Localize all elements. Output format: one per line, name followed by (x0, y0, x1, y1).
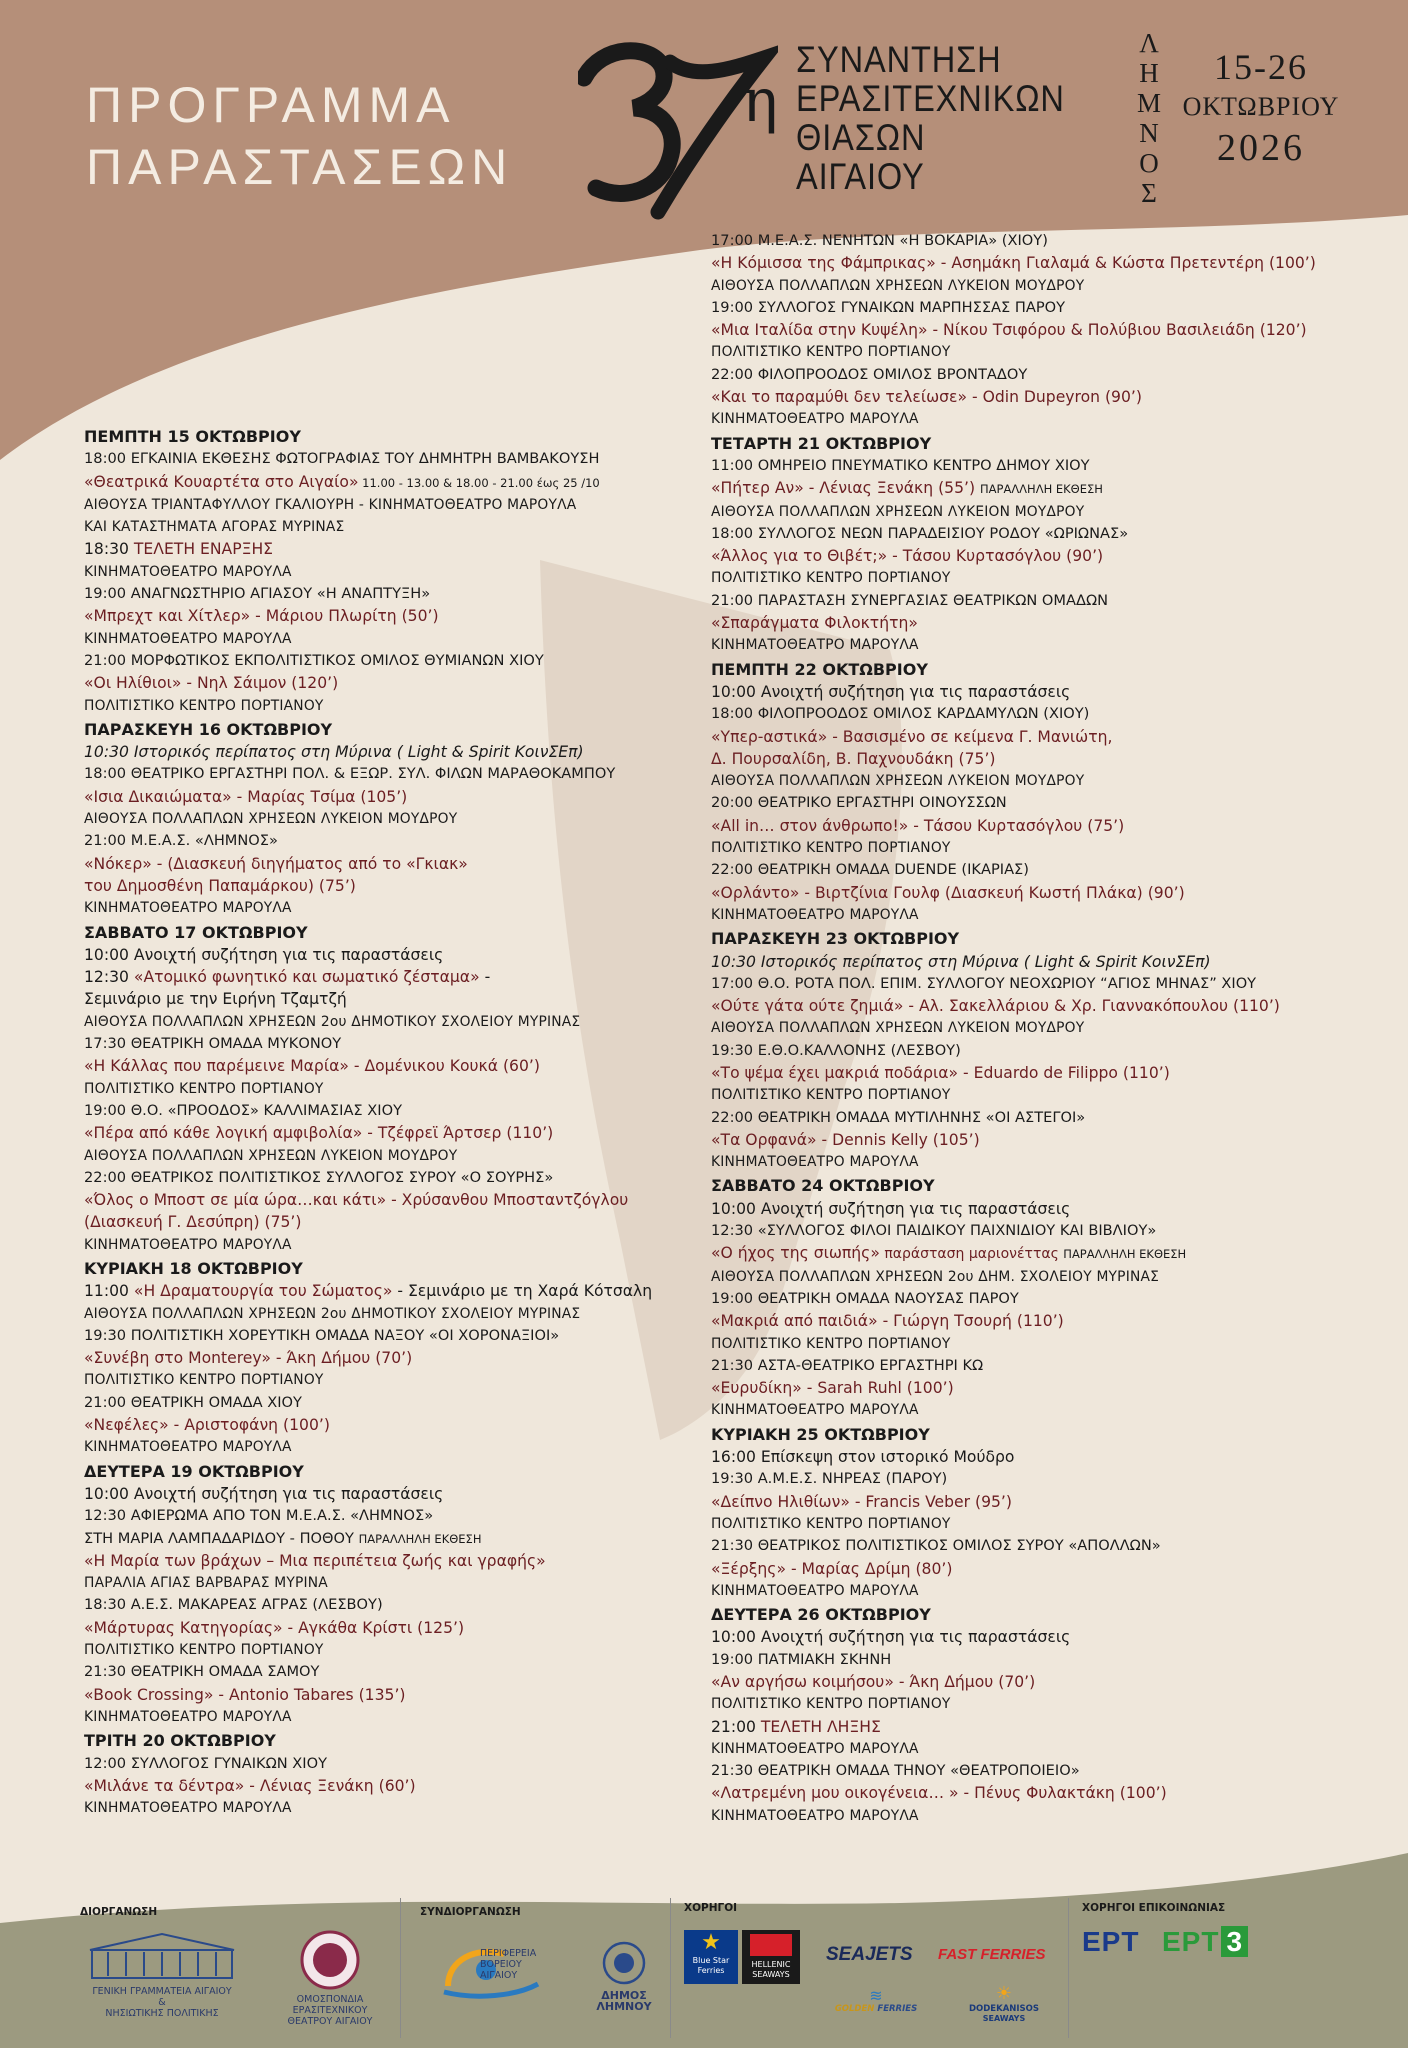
event-venue: ΚΙΝΗΜΑΤΟΘΕΑΤΡΟ ΜΑΡΟΥΛΑ (84, 900, 292, 917)
ert3-logo (1162, 1926, 1248, 1958)
show-author: - Μάριου Πλωρίτη (50’) (250, 607, 439, 626)
show-author: - Antonio Tabares (135’) (213, 1685, 406, 1704)
show-title: «Η Μαρία των βράχων – Μια περιπέτεια ζωής και γραφής» (84, 1551, 546, 1570)
seminar-author: - Σεμινάριο με τη Χαρά Κότσαλη (392, 1282, 653, 1301)
show-title: «Όλος ο Μποστ σε μία ώρα…και κάτι» (84, 1191, 387, 1210)
event-venue: ΚΙΝΗΜΑΤΟΘΕΑΤΡΟ ΜΑΡΟΥΛΑ (711, 1402, 919, 1419)
event-organizer: 18:00 ΣΥΛΛΟΓΟΣ ΝΕΩΝ ΠΑΡΑΔΕΙΣΙΟΥ ΡΟΔΟΥ «ΩΡΙΩΝΑΣ» (711, 524, 1129, 542)
event-title-line (711, 252, 1341, 274)
event-title-line (84, 786, 684, 808)
event-organizer: 22:00 ΘΕΑΤΡΙΚΗ ΟΜΑΔΑ DUENDE (ΙΚΑΡΙΑΣ) (711, 861, 1029, 879)
event-organizer: 19:00 ΣΥΛΛΟΓΟΣ ΓΥΝΑΙΚΩΝ ΜΑΡΠΗΣΣΑΣ ΠΑΡΟΥ (711, 298, 1066, 316)
place-letter: Η (1139, 58, 1159, 88)
sponsors-label: ΧΟΡΗΓΟΙ (684, 1902, 738, 1914)
event-venue: ΠΟΛΙΤΙΣΤΙΚΟ ΚΕΝΤΡΟ ΠΟΡΤΙΑΝΟΥ (84, 697, 324, 714)
event-venue: ΚΙΝΗΜΑΤΟΘΕΑΤΡΟ ΜΑΡΟΥΛΑ (84, 1800, 292, 1817)
show-author: - Αριστοφάνη (100’) (168, 1416, 330, 1435)
event-venue: ΠΟΛΙΤΙΣΤΙΚΟ ΚΕΝΤΡΟ ΠΟΡΤΙΑΝΟΥ (711, 840, 951, 857)
day-heading: ΔΕΥΤΕΡΑ 19 ΟΚΤΩΒΡΙΟΥ (84, 1461, 304, 1481)
show-author: - Francis Veber (95’) (849, 1492, 1012, 1511)
event-title-line (711, 1671, 1341, 1693)
region-caption3: ΑΙΓΑΙΟΥ (480, 1970, 518, 1981)
dedication: ΣΤΗ ΜΑΡΙΑ ΛΑΜΠΑΔΑΡΙΔΟΥ - ΠΟΘΟΥ (84, 1529, 359, 1547)
schedule-right-column (711, 230, 1341, 1827)
show-title: «Book Crossing» (84, 1685, 214, 1704)
opening-ceremony: ΤΕΛΕΤΗ ΕΝΑΡΞΗΣ (133, 540, 274, 559)
show-title: «Άλλος για το Θιβέτ;» (711, 547, 888, 566)
event-title-line (711, 726, 1341, 748)
place-vertical (1134, 28, 1164, 208)
show-title: «Ορλάντο» (711, 883, 800, 902)
show-title: «Τα Ορφανά» (711, 1130, 817, 1149)
region-text (480, 1948, 536, 1981)
federation-logo (268, 1930, 392, 2027)
dodekanisos-logo (956, 1984, 1052, 2024)
golden-wave-icon: ≋ (869, 1986, 883, 2005)
event-venue: ΑΙΘΟΥΣΑ ΠΟΛΛΑΠΛΩΝ ΧΡΗΣΕΩΝ ΛΥΚΕΙΟΝ ΜΟΥΔΡΟΥ (711, 1020, 1085, 1037)
coorganization-label: ΣΥΝΔΙΟΡΓΑΝΩΣΗ (420, 1906, 521, 1918)
fastferries-logo: FAST FERRIES (938, 1946, 1046, 1963)
event-venue: ΠΟΛΙΤΙΣΤΙΚΟ ΚΕΝΤΡΟ ΠΟΡΤΙΑΝΟΥ (711, 1335, 951, 1352)
event-venue: ΠΟΛΙΤΙΣΤΙΚΟ ΚΕΝΤΡΟ ΠΟΡΤΙΑΝΟΥ (711, 344, 951, 361)
ceremony-line (711, 1716, 1341, 1738)
gen-secretariat-amp: & (158, 1997, 166, 2008)
program-title-line2: ΠΑΡΑΣΤΑΣΕΩΝ (86, 139, 514, 195)
event-title-line3: ΘΙΑΣΩΝ (796, 117, 926, 158)
event-venue: ΑΙΘΟΥΣΑ ΠΟΛΛΑΠΛΩΝ ΧΡΗΣΕΩΝ 2ου ΔΗΜΟΤΙΚΟΥ ΣΧΟΛΕΙΟΥ ΜΥΡΙΝΑΣ (84, 1013, 581, 1030)
show-author: - Άκη Δήμου (70’) (270, 1349, 413, 1368)
gen-secretariat-caption: ΓΕΝΙΚΗ ΓΡΑΜΜΑΤΕΙΑ ΑΙΓΑΙΟΥ (92, 1986, 232, 1997)
event-title-line (84, 1280, 684, 1302)
event-title-line (711, 882, 1341, 904)
show-title: «Ευρυδίκη» (711, 1379, 802, 1398)
event-venue: ΚΙΝΗΜΑΤΟΘΕΑΤΡΟ ΜΑΡΟΥΛΑ (84, 1439, 292, 1456)
event-organizer: 11:00 ΟΜΗΡΕΙΟ ΠΝΕΥΜΑΤΙΚΟ ΚΕΝΤΡΟ ΔΗΜΟΥ ΧΙΟΥ (711, 456, 1090, 474)
region-caption1: ΠΕΡΙΦΕΡΕΙΑ (480, 1948, 537, 1959)
event-organizer: 18:00 ΦΙΛΟΠΡΟΟΔΟΣ ΟΜΙΛΟΣ ΚΑΡΔΑΜΥΛΩΝ (ΧΙΟΥ) (711, 705, 1090, 723)
event-organizer: 17:00 Μ.Ε.Α.Σ. ΝΕΝΗΤΩΝ «Η ΒΟΚΑΡΙΑ» (ΧΙΟΥ) (711, 232, 1048, 249)
event-venue: ΑΙΘΟΥΣΑ ΠΟΛΛΑΠΛΩΝ ΧΡΗΣΕΩΝ ΛΥΚΕΙΟΝ ΜΟΥΔΡΟΥ (84, 1147, 458, 1164)
event-venue: ΠΟΛΙΤΙΣΤΙΚΟ ΚΕΝΤΡΟ ΠΟΡΤΙΑΝΟΥ (711, 570, 951, 587)
show-title: «Ξέρξης» (711, 1559, 786, 1578)
show-title: «Νόκερ» (84, 854, 152, 873)
day-heading: ΠΑΡΑΣΚΕΥΗ 23 ΟΚΤΩΒΡΙΟΥ (711, 929, 960, 949)
event-title-line (84, 1414, 684, 1436)
event-title-line (84, 1055, 684, 1077)
show-author: - Βασισμένο σε κείμενα Γ. Μανιώτη, (827, 727, 1113, 746)
event-venue: ΚΙΝΗΜΑΤΟΘΕΑΤΡΟ ΜΑΡΟΥΛΑ (711, 1740, 919, 1757)
region-caption2: ΒΟΡΕΙΟΥ (480, 1959, 522, 1970)
place-letter: Λ (1139, 28, 1159, 58)
event-discussion: 10:00 Ανοιχτή συζήτηση για τις παραστάσεις (711, 1199, 1071, 1218)
show-author: - Μαρίας Τσίμα (105’) (231, 787, 408, 806)
event-time: 12:30 (84, 968, 134, 987)
show-title: «Πήτερ Αν» (711, 479, 804, 498)
event-title-line (84, 471, 684, 494)
star-icon: ★ (701, 1930, 721, 1955)
show-author: - Μαρίας Δρίμη (80’) (786, 1559, 953, 1578)
show-author: - Dennis Kelly (105’) (816, 1130, 980, 1149)
show-author: του Δημοσθένη Παπαμάρκου) (75’) (84, 876, 356, 895)
seajets-logo: SEAJETS (826, 1944, 913, 1965)
event-title-line (84, 1617, 684, 1639)
ceremony-line (84, 538, 684, 560)
event-organizer: 21:30 ΘΕΑΤΡΙΚΟΣ ΠΟΛΙΤΙΣΤΙΚΟΣ ΟΜΙΛΟΣ ΣΥΡΟΥ «ΑΠΟΛΛΩΝ» (711, 1537, 1161, 1555)
comm-sponsors-label: ΧΟΡΗΓΟΙ ΕΠΙΚΟΙΝΩΝΙΑΣ (1082, 1902, 1226, 1914)
ceremony-time: 18:30 (84, 540, 134, 559)
event-organizer: 21:30 ΑΣΤΑ-ΘΕΑΤΡΙΚΟ ΕΡΓΑΣΤΗΡΙ ΚΩ (711, 1356, 984, 1374)
event-organizer: 21:00 ΜΟΡΦΩΤΙΚΟΣ ΕΚΠΟΛΙΤΙΣΤΙΚΟΣ ΟΜΙΛΟΣ ΘΥΜΙΑΝΩΝ ΧΙΟΥ (84, 651, 544, 669)
event-organizer: 12:00 ΣΥΛΛΟΓΟΣ ΓΥΝΑΙΚΩΝ ΧΙΟΥ (84, 1754, 327, 1772)
event-venue: ΠΟΛΙΤΙΣΤΙΚΟ ΚΕΝΤΡΟ ΠΟΡΤΙΑΝΟΥ (711, 1087, 951, 1104)
show-author: - Νηλ Σάιμον (120’) (181, 674, 339, 693)
event-organizer: 19:00 Θ.Ο. «ΠΡΟΟΔΟΣ» ΚΑΛΛΙΜΑΣΙΑΣ ΧΙΟΥ (84, 1101, 402, 1119)
show-title: «Ούτε γάτα ούτε ζημιά» (711, 997, 904, 1016)
show-title: «Λατρεμένη μου οικογένεια… » (711, 1784, 959, 1803)
show-author: - Τάσου Κυρτασόγλου (90’) (887, 547, 1104, 566)
schedule-left-column (84, 424, 684, 1819)
place-letter: Μ (1136, 88, 1161, 118)
show-title: «Υπερ-αστικά» (711, 727, 828, 746)
show-author: - Odin Dupeyron (90’) (967, 388, 1142, 407)
show-title: «Νεφέλες» (84, 1416, 169, 1435)
event-title-line2: ΕΡΑΣΙΤΕΧΝΙΚΩΝ (796, 78, 1065, 119)
day-heading: ΚΥΡΙΑΚΗ 18 ΟΚΤΩΒΡΙΟΥ (84, 1258, 303, 1278)
parallel-exhibition: ΠΑΡΑΛΛΗΛΗ ΕΚΘΕΣΗ (1063, 1247, 1187, 1262)
event-organizer: 22:00 ΦΙΛΟΠΡΟΟΔΟΣ ΟΜΙΛΟΣ ΒΡΟΝΤΑΔΟΥ (711, 365, 1028, 383)
show-title: «Μια Ιταλίδα στην Κυψέλη» (711, 321, 928, 340)
golden-ferries-logo (806, 1988, 946, 2014)
show-title: «Ατομικό φωνητικό και σωματικό ζέσταμα» (133, 968, 480, 987)
golden-word: GOLDEN (834, 2004, 875, 2014)
show-author: - Άκη Δήμου (70’) (893, 1673, 1036, 1691)
event-venue: ΠΟΛΙΤΙΣΤΙΚΟ ΚΕΝΤΡΟ ΠΟΡΤΙΑΝΟΥ (711, 1696, 951, 1713)
event-title-line (711, 1129, 1341, 1151)
show-author: - Δομένικου Κουκά (60’) (348, 1057, 540, 1076)
show-author: - Λένιας Ξενάκη (55’) (803, 479, 980, 498)
seminar-subtitle: Σεμινάριο με την Ειρήνη Τζαμτζή (84, 990, 347, 1009)
event-title-line (711, 1377, 1341, 1399)
event-title-line (84, 966, 684, 988)
show-author: - Ασημάκη Γιαλαμά & Κώστα Πρετεντέρη (100’) (935, 254, 1316, 273)
event-organizer: 18:00 ΘΕΑΤΡΙΚΟ ΕΡΓΑΣΤΗΡΙ ΠΟΛ. & ΕΞΩΡ. ΣΥΛ. ΦΙΛΩΝ ΜΑΡΑΘΟΚΑΜΠΟΥ (84, 765, 616, 783)
parallel-exhibition: ΠΑΡΑΛΛΗΛΗ ΕΚΘΕΣΗ (980, 482, 1103, 497)
event-organizer: 21:00 ΘΕΑΤΡΙΚΗ ΟΜΑΔΑ ΧΙΟΥ (84, 1393, 302, 1411)
show-title: «Μακριά από παιδιά» (711, 1312, 878, 1331)
event-organizer: 19:00 ΠΑΤΜΙΑΚΗ ΣΚΗΝΗ (711, 1650, 892, 1668)
event-venue: ΑΙΘΟΥΣΑ ΠΟΛΛΑΠΛΩΝ ΧΡΗΣΕΩΝ ΛΥΚΕΙΟΝ ΜΟΥΔΡΟΥ (84, 811, 458, 828)
show-title: «Ισια Δικαιώματα» (84, 787, 232, 806)
day-heading: ΤΡΙΤΗ 20 ΟΚΤΩΒΡΙΟΥ (84, 1731, 276, 1751)
municipality-seal-icon (601, 1940, 647, 1986)
event-time: 11:00 (84, 1282, 134, 1301)
event-title-line (84, 672, 684, 694)
footer-divider (670, 1898, 671, 2038)
event-venue: ΚΙΝΗΜΑΤΟΘΕΑΤΡΟ ΜΑΡΟΥΛΑ (711, 1582, 919, 1599)
ert3-text: ΕΡΤ (1162, 1926, 1220, 1957)
show-author: - Τάσου Κυρτασόγλου (75’) (908, 816, 1125, 835)
event-title-line (711, 1558, 1341, 1580)
show-author: - Γιώργη Τσουρή (110’) (877, 1312, 1064, 1331)
event-title-line (84, 1684, 684, 1706)
event-organizer: 19:00 ΑΝΑΓΝΩΣΤΗΡΙΟ ΑΓΙΑΣΟΥ «Η ΑΝΑΠΤΥΞΗ» (84, 585, 431, 603)
event-venue: ΚΙΝΗΜΑΤΟΘΕΑΤΡΟ ΜΑΡΟΥΛΑ (84, 563, 292, 580)
event-walk: 10:30 Ιστορικός περίπατος στη Μύρινα ( Light & Spirit ΚοινΣΕπ) (84, 743, 584, 762)
region-logo (424, 1940, 544, 2004)
event-title-line (84, 1122, 684, 1144)
show-author: - Eduardo de Filippo (110’) (958, 1063, 1170, 1082)
show-title: «Πέρα από κάθε λογική αμφιβολία» (84, 1124, 363, 1143)
event-venue: ΚΙΝΗΜΑΤΟΘΕΑΤΡΟ ΜΑΡΟΥΛΑ (711, 906, 919, 923)
gen-secretariat-logo (84, 1930, 240, 2019)
event-title-line (711, 1491, 1341, 1513)
place-letter: Ο (1139, 148, 1159, 178)
place-letter: Ν (1139, 118, 1159, 148)
event-venue: ΚΑΙ ΚΑΤΑΣΤΗΜΑΤΑ ΑΓΟΡΑΣ ΜΥΡΙΝΑΣ (84, 519, 345, 536)
event-venue: ΑΙΘΟΥΣΑ ΠΟΛΛΑΠΛΩΝ ΧΡΗΣΕΩΝ 2ου ΔΗΜ. ΣΧΟΛΕΙΟΥ ΜΥΡΙΝΑΣ (711, 1268, 1160, 1285)
event-title-line (84, 605, 684, 627)
show-author: Δ. Πουρσαλίδη, Β. Παχνουδάκη (75’) (711, 749, 996, 768)
show-author: - Νίκου Τσιφόρου & Πολύβιου Βασιλειάδη (120’) (927, 321, 1307, 340)
event-organizer: 21:30 ΘΕΑΤΡΙΚΗ ΟΜΑΔΑ ΤΗΝΟΥ «ΘΕΑΤΡΟΠΟΙΕΙΟ» (711, 1762, 1080, 1780)
place-letter: Σ (1141, 178, 1157, 208)
event-organizer: 18:30 Α.Ε.Σ. ΜΑΚΑΡΕΑΣ ΑΓΡΑΣ (ΛΕΣΒΟΥ) (84, 1596, 383, 1614)
event-title-line (711, 815, 1341, 837)
event-title-line (711, 1242, 1341, 1265)
event-organizer: 21:00 ΠΑΡΑΣΤΑΣΗ ΣΥΝΕΡΓΑΣΙΑΣ ΘΕΑΤΡΙΚΩΝ ΟΜΑΔΩΝ (711, 591, 1109, 609)
event-venue: ΠΟΛΙΤΙΣΤΙΚΟ ΚΕΝΤΡΟ ΠΟΡΤΙΑΝΟΥ (711, 1515, 951, 1532)
federation-emblem-icon (268, 1930, 392, 1990)
event-title-line (711, 477, 1341, 500)
closing-ceremony: ΤΕΛΕΤΗ ΛΗΞΗΣ (760, 1717, 881, 1736)
event-organizer: 22:00 ΘΕΑΤΡΙΚΟΣ ΠΟΛΙΤΙΣΤΙΚΟΣ ΣΥΛΛΟΓΟΣ ΣΥΡΟΥ «Ο ΣΟΥΡΗΣ» (84, 1168, 554, 1186)
event-organizer: 21:30 ΘΕΑΤΡΙΚΗ ΟΜΑΔΑ ΣΑΜΟΥ (84, 1663, 320, 1681)
show-times: 11.00 - 13.00 & 18.00 - 21.00 έως 25 /10 (358, 475, 600, 490)
event-venue: ΚΙΝΗΜΑΤΟΘΕΑΤΡΟ ΜΑΡΟΥΛΑ (84, 630, 292, 647)
day-heading: ΔΕΥΤΕΡΑ 26 ΟΚΤΩΒΡΙΟΥ (711, 1605, 931, 1625)
show-title: «Μάρτυρας Κατηγορίας» (84, 1618, 283, 1637)
show-title: «Μιλάνε τα δέντρα» (84, 1776, 245, 1795)
day-heading: ΣΑΒΒΑΤΟ 24 ΟΚΤΩΒΡΙΟΥ (711, 1176, 935, 1196)
show-author: - Αλ. Σακελλάριου & Χρ. Γιαννακόπουλου (110’) (903, 997, 1280, 1016)
event-organizer: 19:30 Ε.Θ.Ο.ΚΑΛΛΟΝΗΣ (ΛΕΣΒΟΥ) (711, 1041, 961, 1059)
event-organizer: 12:30 «ΣΥΛΛΟΓΟΣ ΦΙΛΟΙ ΠΑΙΔΙΚΟΥ ΠΑΙΧΝΙΔΙΟΥ ΚΑΙ ΒΙΒΛΙΟΥ» (711, 1222, 1157, 1240)
ferries-word: FERRIES (877, 2004, 918, 2014)
gen-secretariat-caption2: ΝΗΣΙΩΤΙΚΗΣ ΠΟΛΙΤΙΚΗΣ (105, 2008, 219, 2019)
show-author: - Πένυς Φυλακτάκη (100’) (958, 1784, 1167, 1803)
footer-divider (400, 1898, 401, 2038)
dodekanisos-text: DODEKANISOS (968, 2004, 1040, 2014)
event-venue: ΚΙΝΗΜΑΤΟΘΕΑΤΡΟ ΜΑΡΟΥΛΑ (711, 411, 919, 428)
show-title: «Δείπνο Ηλιθίων» (711, 1492, 850, 1511)
event-discussion: 10:00 Ανοιχτή συζήτηση για τις παραστάσεις (711, 1628, 1071, 1647)
show-title: «Σπαράγματα Φιλοκτήτη» (711, 614, 918, 633)
event-venue: ΑΙΘΟΥΣΑ ΤΡΙΑΝΤΑΦΥΛΛΟΥ ΓΚΑΛΙΟΥΡΗ - ΚΙΝΗΜΑΤΟΘΕΑΤΡΟ ΜΑΡΟΥΛΑ (84, 496, 577, 513)
show-title: «Αν αργήσω κοιμήσου» (711, 1673, 894, 1691)
event-venue: ΠΟΛΙΤΙΣΤΙΚΟ ΚΕΝΤΡΟ ΠΟΡΤΙΑΝΟΥ (84, 1080, 324, 1097)
bluestar-text: Blue Star Ferries (692, 1956, 730, 1975)
program-title (86, 74, 513, 198)
dodekanisos-sun-icon: ☀ (995, 1983, 1013, 2004)
event-discussion: 10:00 Ανοιχτή συζήτηση για τις παραστάσεις (84, 945, 444, 964)
event-visit: 16:00 Επίσκεψη στον ιστορικό Μούδρο (711, 1448, 1015, 1467)
event-venue: ΑΙΘΟΥΣΑ ΠΟΛΛΑΠΛΩΝ ΧΡΗΣΕΩΝ 2ου ΔΗΜΟΤΙΚΟΥ ΣΧΟΛΕΙΟΥ ΜΥΡΙΝΑΣ (84, 1305, 581, 1322)
ert-logo: ΕΡΤ (1082, 1926, 1140, 1957)
program-title-line1: ΠΡΟΓΡΑΜΜΑ (86, 77, 456, 133)
event-title-line (711, 995, 1341, 1017)
event-venue: ΚΙΝΗΜΑΤΟΘΕΑΤΡΟ ΜΑΡΟΥΛΑ (84, 1708, 292, 1725)
day-heading: ΚΥΡΙΑΚΗ 25 ΟΚΤΩΒΡΙΟΥ (711, 1424, 930, 1444)
event-title-line (711, 319, 1341, 341)
show-author: - Βιρτζίνια Γουλφ (Διασκευή Κωστή Πλάκα) (90’) (799, 883, 1185, 902)
event-dates (1176, 46, 1346, 170)
show-author: - Χρύσανθου Μποσταντζόγλου (386, 1191, 629, 1210)
event-title-line (711, 1062, 1341, 1084)
event-organizer (84, 1528, 684, 1550)
day-heading: ΠΑΡΑΣΚΕΥΗ 16 ΟΚΤΩΒΡΙΟΥ (84, 719, 333, 739)
event-organizer: 19:30 ΠΟΛΙΤΙΣΤΙΚΗ ΧΟΡΕΥΤΙΚΗ ΟΜΑΔΑ ΝΑΞΟΥ «ΟΙ ΧΟΡΟΝΑΞΙΟΙ» (84, 1326, 560, 1344)
show-note: παράσταση μαριονέττας (879, 1246, 1064, 1263)
show-title: «Η Κάλλας που παρέμεινε Μαρία» (84, 1057, 349, 1076)
event-organizer: 12:30 ΑΦΙΕΡΩΜΑ ΑΠΟ ΤΟΝ Μ.Ε.Α.Σ. «ΛΗΜΝΟΣ» (84, 1507, 434, 1525)
dates-range: 15-26 (1214, 47, 1308, 87)
show-title: «Η Δραματουργία του Σώματος» (133, 1282, 393, 1301)
event-organizer: 21:00 Μ.Ε.Α.Σ. «ΛΗΜΝΟΣ» (84, 832, 278, 850)
show-author: - Αγκάθα Κρίστι (125’) (282, 1618, 465, 1637)
event-title-line (84, 1775, 684, 1797)
event-title (796, 40, 1065, 196)
municipality-caption2: ΛΗΜΝΟΥ (596, 2000, 652, 2013)
event-venue: ΑΙΘΟΥΣΑ ΠΟΛΛΑΠΛΩΝ ΧΡΗΣΕΩΝ ΛΥΚΕΙΟΝ ΜΟΥΔΡΟΥ (711, 503, 1085, 520)
event-organizer: 19:00 ΘΕΑΤΡΙΚΗ ΟΜΑΔΑ ΝΑΟΥΣΑΣ ΠΑΡΟΥ (711, 1289, 1019, 1307)
golden-text (806, 2004, 946, 2014)
event-title-line (84, 853, 684, 875)
event-discussion: 10:00 Ανοιχτή συζήτηση για τις παραστάσεις (84, 1484, 444, 1503)
show-title: «Το ψέμα έχει μακριά ποδάρια» (711, 1063, 959, 1082)
municipality-logo (586, 1940, 662, 2012)
event-venue: ΚΙΝΗΜΑΤΟΘΕΑΤΡΟ ΜΑΡΟΥΛΑ (711, 637, 919, 654)
event-title-line (84, 1347, 684, 1369)
event-title-line (711, 386, 1341, 408)
show-title: «All in… στον άνθρωπο!» (711, 816, 909, 835)
parallel-exhibition: ΠΑΡΑΛΛΗΛΗ ΕΚΘΕΣΗ (358, 1531, 482, 1546)
event-organizer: 22:00 ΘΕΑΤΡΙΚΗ ΟΜΑΔΑ ΜΥΤΙΛΗΝΗΣ «ΟΙ ΑΣΤΕΓΟΙ» (711, 1108, 1086, 1126)
event-title-line (711, 1310, 1341, 1332)
dash: - (479, 968, 491, 987)
ceremony-time: 21:00 (711, 1717, 761, 1736)
day-heading: ΠΕΜΠΤΗ 15 ΟΚΤΩΒΡΙΟΥ (84, 427, 301, 446)
show-title: «Η Κόμισσα της Φάμπρικας» (711, 254, 936, 273)
hellenic-text: HELLENIC SEAWAYS (751, 1960, 791, 1979)
event-discussion: 10:00 Ανοιχτή συζήτηση για τις παραστάσεις (711, 682, 1071, 701)
event-organizer: 20:00 ΘΕΑΤΡΙΚΟ ΕΡΓΑΣΤΗΡΙ ΟΙΝΟΥΣΣΩΝ (711, 794, 1007, 812)
ert3-number: 3 (1221, 1926, 1248, 1957)
event-venue: ΠΑΡΑΛΙΑ ΑΓΙΑΣ ΒΑΡΒΑΡΑΣ ΜΥΡΙΝΑ (84, 1575, 328, 1592)
show-author: - Sarah Ruhl (100’) (801, 1379, 954, 1398)
day-heading: ΣΑΒΒΑΤΟ 17 ΟΚΤΩΒΡΙΟΥ (84, 922, 308, 942)
day-heading: ΤΕΤΑΡΤΗ 21 ΟΚΤΩΒΡΙΟΥ (711, 433, 932, 453)
bluestar-logo (684, 1930, 738, 1984)
event-walk: 10:30 Ιστορικός περίπατος στη Μύρινα ( Light & Spirit ΚοινΣΕπ) (711, 952, 1211, 971)
municipality-caption: ΔΗΜΟΣ (601, 1989, 647, 2002)
event-organizer: 17:00 Θ.Ο. ΡΟΤΑ ΠΟΛ. ΕΠΙΜ. ΣΥΛΛΟΓΟΥ ΝΕΟΧΩΡΙΟΥ “ΑΓΙΟΣ ΜΗΝΑΣ” ΧΙΟΥ (711, 974, 1257, 992)
show-title: «Συνέβη στο Monterey» (84, 1349, 271, 1368)
federation-caption2: ΘΕΑΤΡΟΥ ΑΙΓΑΙΟΥ (287, 2016, 373, 2027)
show-title: «Ο ήχος της σιωπής» (711, 1244, 880, 1263)
show-title: «Και το παραμύθι δεν τελείωσε» (711, 388, 968, 407)
federation-caption: ΟΜΟΣΠΟΝΔΙΑ ΕΡΑΣΙΤΕΧΝΙΚΟΥ (292, 1994, 368, 2016)
event-venue: ΠΟΛΙΤΙΣΤΙΚΟ ΚΕΝΤΡΟ ΠΟΡΤΙΑΝΟΥ (84, 1642, 324, 1659)
day-heading: ΠΕΜΠΤΗ 22 ΟΚΤΩΒΡΙΟΥ (711, 659, 928, 679)
dodekanisos-text2: SEAWAYS (982, 2014, 1026, 2023)
event-venue: ΑΙΘΟΥΣΑ ΠΟΛΛΑΠΛΩΝ ΧΡΗΣΕΩΝ ΛΥΚΕΙΟΝ ΜΟΥΔΡΟΥ (711, 773, 1085, 790)
event-venue: ΚΙΝΗΜΑΤΟΘΕΑΤΡΟ ΜΑΡΟΥΛΑ (711, 1807, 919, 1824)
event-venue: ΑΙΘΟΥΣΑ ΠΟΛΛΑΠΛΩΝ ΧΡΗΣΕΩΝ ΛΥΚΕΙΟΝ ΜΟΥΔΡΟΥ (711, 277, 1085, 294)
event-organizer: 19:30 Α.Μ.Ε.Σ. ΝΗΡΕΑΣ (ΠΑΡΟΥ) (711, 1470, 948, 1488)
event-title-line4: ΑΙΓΑΙΟΥ (796, 156, 925, 197)
event-title-line (84, 1189, 684, 1211)
building-icon (84, 1930, 240, 1982)
event-organizer: 17:30 ΘΕΑΤΡΙΚΗ ΟΜΑΔΑ ΜΥΚΟΝΟΥ (84, 1035, 342, 1053)
organization-label: ΔΙΟΡΓΑΝΩΣΗ (80, 1906, 158, 1918)
show-author: (Διασκευή Γ. Δεσύπρη) (75’) (84, 1213, 302, 1232)
show-author: - (Διασκευή διηγήματος από το «Γκιακ» (151, 854, 468, 873)
dates-year: 2026 (1217, 127, 1305, 169)
show-title: «Θεατρικά Κουαρτέτα στο Αιγαίο» (84, 472, 359, 491)
event-venue: ΠΟΛΙΤΙΣΤΙΚΟ ΚΕΝΤΡΟ ΠΟΡΤΙΑΝΟΥ (84, 1372, 324, 1389)
show-author: - Λένιας Ξενάκη (60’) (244, 1776, 416, 1795)
edition-suffix: η (742, 66, 778, 136)
hellenic-seaways-logo (742, 1930, 800, 1984)
event-venue: ΚΙΝΗΜΑΤΟΘΕΑΤΡΟ ΜΑΡΟΥΛΑ (84, 1236, 292, 1253)
event-title-line1: ΣΥΝΑΝΤΗΣΗ (796, 39, 1002, 80)
event-title-line (711, 1782, 1341, 1804)
show-title: «Οι Ηλίθιοι» (84, 674, 182, 693)
dates-month: ΟΚΤΩΒΡΙΟΥ (1182, 92, 1340, 121)
event-venue: ΚΙΝΗΜΑΤΟΘΕΑΤΡΟ ΜΑΡΟΥΛΑ (711, 1154, 919, 1171)
hellenic-flag-icon (750, 1934, 792, 1956)
footer-divider (1068, 1898, 1069, 2038)
event-title-line (711, 545, 1341, 567)
show-author: - Τζέφρεϊ Άρτσερ (110’) (362, 1124, 554, 1143)
show-title: «Μπρεχτ και Χίτλερ» (84, 607, 251, 626)
event-organizer: 18:00 ΕΓΚΑΙΝΙΑ ΕΚΘΕΣΗΣ ΦΩΤΟΓΡΑΦΙΑΣ ΤΟΥ ΔΗΜΗΤΡΗ ΒΑΜΒΑΚΟΥΣΗ (84, 450, 600, 468)
